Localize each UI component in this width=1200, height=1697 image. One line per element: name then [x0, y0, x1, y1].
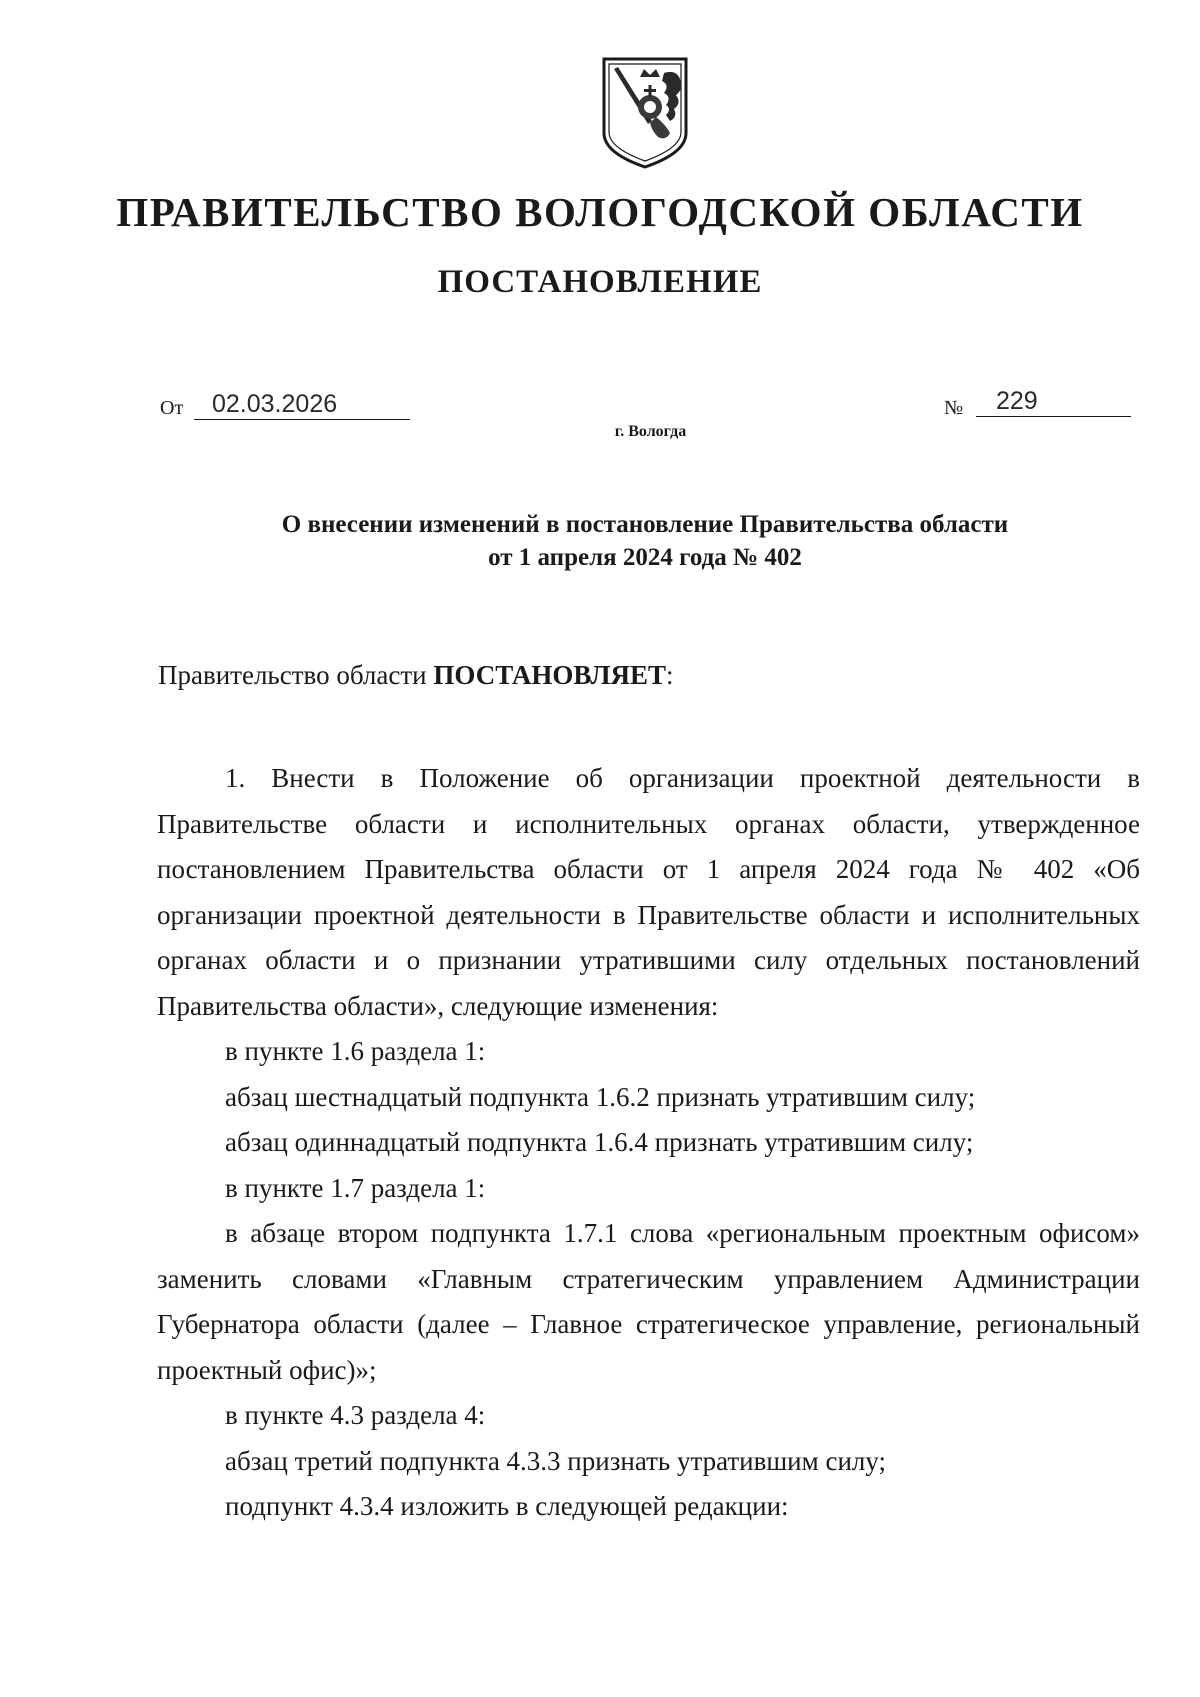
- body-paragraph: абзац одиннадцатый подпункта 1.6.4 признать утратившим силу;: [225, 1127, 974, 1157]
- number-underline: [976, 416, 1131, 417]
- date-underline: [194, 419, 410, 420]
- document-type: ПОСТАНОВЛЕНИЕ: [437, 264, 763, 300]
- date-label: От: [160, 397, 184, 419]
- body-paragraph: в пункте 4.3 раздела 4:: [225, 1400, 486, 1430]
- subject-line: О внесении изменений в постановление Правительства области: [281, 511, 1009, 538]
- preamble-suffix: :: [665, 660, 674, 690]
- document-body: [157, 756, 1140, 1530]
- body-paragraph: в пункте 1.7 раздела 1:: [225, 1172, 486, 1203]
- body-paragraph: в абзаце втором подпункта 1.7.1 слова «региональным проектным офисом» заменить словами «Главным стратегическим управлением Администрации Губернатора области (далее – Главное стратегическое управление, региональный проектный офис)»;: [157, 1218, 1140, 1385]
- body-paragraph: подпункт 4.3.4 изложить в следующей редакции:: [225, 1491, 789, 1521]
- document-subject: [0, 508, 1200, 574]
- preamble: [158, 660, 674, 691]
- document-number: 229: [996, 387, 1038, 415]
- preamble-decree-word: ПОСТАНОВЛЯЕТ: [433, 660, 666, 690]
- number-label: №: [944, 397, 964, 419]
- body-paragraph: абзац шестнадцатый подпункта 1.6.2 признать утратившим силу;: [225, 1081, 976, 1112]
- document-date: 02.03.2026: [212, 390, 338, 418]
- subject-line: от 1 апреля 2024 года № 402: [488, 544, 802, 571]
- coat-of-arms-icon: [600, 55, 690, 170]
- organization-title: ПРАВИТЕЛЬСТВО ВОЛОГОДСКОЙ ОБЛАСТИ: [116, 189, 1084, 235]
- body-paragraph: 1. Внести в Положение об организации проектной деятельности в Правительстве области и исполнительных органах области, утвержденное постановлением Правительства области от 1 апреля 2024 года № 402 «Об организации проектной деятельности в Правительстве области и исполнительных органах области и о признании утратившими силу отдельных постановлений Правительства области», следующие изменения:: [157, 763, 1140, 1021]
- body-paragraph: абзац третий подпункта 4.3.3 признать утратившим силу;: [225, 1445, 887, 1476]
- city-label: г. Вологда: [614, 423, 687, 440]
- preamble-text: Правительство области: [158, 660, 434, 690]
- body-paragraph: в пункте 1.6 раздела 1:: [225, 1036, 486, 1066]
